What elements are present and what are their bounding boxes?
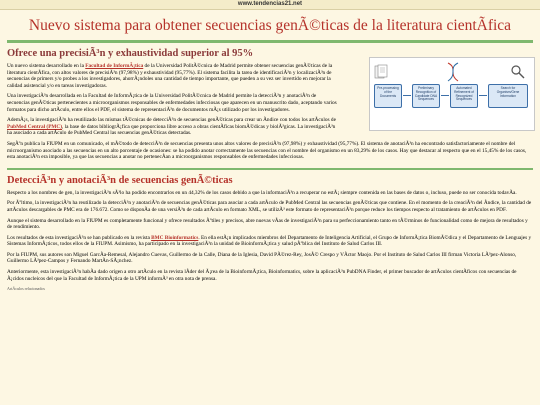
article-subtitle: Ofrece una precisiÃ³n y exhaustividad superior al 95% [7, 48, 254, 59]
workflow-step: Automated Refinement of Recognized Sequences [450, 84, 478, 108]
paragraph: Por la FIUPM, sus autores son Miguel GarcÃa-Remesal, Alejandro Cuevas, Guillermo de la Calle, Diana de la Iglesia, David PÃ©rez-Rey, JosÃ© Crespo y VÃctor Maojo. Por el Instituto de Salud Carlos III firman Victoria LÃ³pez-Alonso, Guillermo LÃ³pez-Campos y Fernando MartÃn-SÃ¡nchez. [7, 251, 517, 265]
article-title: Nuevo sistema para obtener secuencias genÃ©ticas de la literatura cientÃfica [28, 17, 512, 34]
documents-icon [374, 64, 394, 80]
site-domain[interactable]: www.tendencias21.net [237, 1, 303, 7]
lead-section [7, 47, 533, 137]
search-icon [510, 64, 526, 80]
arrow-icon [479, 95, 487, 96]
section-heading: DetecciÃ³n y anotaciÃ³n de secuencias genÃ©ticas [7, 174, 233, 186]
workflow-diagram-image [369, 57, 535, 131]
paragraph: Anteriormente, esta investigaciÃ³n habÃa dado origen a otro artÃculo en la revista lÃder del Ã¡rea de la BioinformÃ¡tica, Bioinformatics, sobre la aplicaciÃ³n PubDNA Finder, el primer buscador de artÃculos cientÃficos con secuencias de Ã¡cidos nucleicos del que la Facultad de InformÃ¡tica de la UPM informÃ³ en otra nota de prensa. [7, 269, 517, 282]
dna-icon [444, 62, 462, 82]
paragraph: SegÃºn publica la FIUPM en un comunicado, el mÃ©todo de detecciÃ³n de secuencias presenta unos altos valores de precisiÃ³n (97,98%) y exhaustividad (95,77%). El sistema de anotaciÃ³n ha encontrado satisfactoriamente el nombre del microorganismo asociado a las secuencias en un alto porcentaje de ocasiones: se ha podido anotar correctamente las secuencias con el nombre del organismo en un 83,29% de los casos. Hay que destacar al respecto que en el 15,45% de los casos, esta anotaciÃ³n era imposible, ya que las secuencias a anotar no pertenecÃan a microorganismos responsables de enfermedades infecciosas. [7, 140, 527, 161]
link-pubmed-central[interactable]: PubMed Central (PMC) [7, 123, 63, 130]
paragraph: Un nuevo sistema desarrollado en la Facultad de InformÃ¡tica de la Universidad PolitÃ©cnica de Madrid permite obtener secuencias genÃ©ticas de la literatura cientÃfica, con altos valores de precisiÃ³n (97,98%) y exhaustividad (95,77%). El sistema facilita la tarea de identificaciÃ³n y localizaciÃ³n de secuencias de primers y/o probes a los investigadores, ahorrÃ¡ndoles una cantidad de tiempo importante, que pueden a su vez ser invertido en mejorar la calidad asistencial y/o en tareas investigadoras. [7, 63, 333, 89]
paragraph: AdemÃ¡s, la investigaciÃ³n ha reutilizado las mismas tÃ©cnicas de detecciÃ³n de secuencias genÃ©ticas para crear un Ãndice con todos los artÃculos de PubMed Central (PMC), la base de datos bibliogrÃ¡fica que proporciona libre acceso a obras cientÃficas biomÃ©dicas y biolÃ³gicas. La investigaciÃ³n ha asociado a cada artÃculo de PubMed Central las secuencias genÃ©ticas detectadas. [7, 117, 336, 137]
link-facultad-informatica[interactable]: Facultad de InformÃ¡tica [85, 63, 144, 69]
related-articles-label: ArtÃculos relacionados [7, 286, 45, 292]
paragraph: Respecto a los nombres de gen, la investigaciÃ³n sÃ³lo ha podido encontrarlos en un 44,32% de los casos debido a que la informaciÃ³n a recuperar no estÃ¡ siempre contenida en las bases de datos o, incluso, puede no ser conocida todavÃa. [7, 189, 517, 196]
paragraph: Por Ãºltimo, la investigaciÃ³n ha reutilizado la detecciÃ³n y anotaciÃ³n de secuencias genÃ©ticas para asociar a cada artÃculo de PubMed Central las secuencias genÃ©ticas que contiene. En el momento de la creaciÃ³n del Ãndice, la cantidad de artÃculos descargables de PMC era de 176.672. Como se disponÃa de una versiÃ³n de cada artÃculo en formato XML, se utilizÃ³ este formato de representaciÃ³n porque reduce los tiempos respecto al tratamiento de artÃculos en PDF. [7, 200, 532, 213]
arrow-icon [403, 95, 411, 96]
paragraph: Una investigaciÃ³n desarrollada en la Facultad de InformÃ¡tica de la Universidad PolitÃ©cnica de Madrid permite la detecciÃ³n y anotaciÃ³n de secuencias genÃ©ticas pertenecientes a microorganismos responsables de enfermedades infecciosas que aparecen en un manuscrito dado, aceptando varios formatos para dicho artÃculo, entre ellos el PDF, el sistema de representaciÃ³n de documentos mÃ¡s utilizado por los investigadores. [7, 93, 337, 113]
arrow-icon [441, 95, 449, 96]
title-divider [7, 40, 533, 43]
site-header [0, 0, 540, 10]
lead-text [7, 63, 337, 137]
paragraph: Aunque el sistema desarrollado en la FIUPM es completamente funcional y ofrece resultados Ãºtiles y precisos, abre nuevas vÃas de investigaciÃ³n para su perfeccionamiento tanto en tÃ©rminos de funcionalidad como de mejora de resultados y de rendimiento. [7, 217, 528, 231]
workflow-step: Search for Organism/Gene Information [488, 84, 528, 108]
article [0, 17, 540, 292]
workflow-step: Pre-processing of the Documents [374, 84, 402, 108]
link-bmc-bioinformatics[interactable]: BMC Bioinformatics [151, 234, 199, 241]
workflow-step: Preliminary Recognition of Candidate DNA Sequences [412, 84, 440, 108]
paragraph: Los resultados de esta investigaciÃ³n se han publicado en la revista BMC Bioinformatics. En ella estÃ¡n implicados miembros del Departamento de Inteligencia Artificial, el Grupo de InformÃ¡tica BiomÃ©dica y el Departamento de Lenguajes y Sistemas InformÃ¡ticos, todos ellos de la FIUPM. Asimismo, ha participado en la investigaciÃ³n la unidad de BioinformÃ¡tica y salud pÃºblica del Instituto de Salud Carlos III. [7, 234, 532, 248]
section-divider [7, 168, 533, 170]
